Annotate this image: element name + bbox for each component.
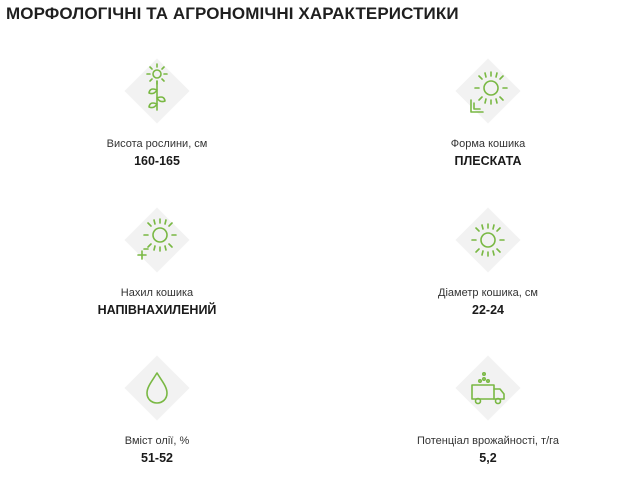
characteristic-label: Форма кошика xyxy=(450,138,526,150)
characteristic-value: 51-52 xyxy=(141,451,173,465)
characteristic-oil-content xyxy=(47,351,267,465)
characteristic-head-diameter xyxy=(378,203,598,317)
characteristic-plant-height xyxy=(47,54,267,168)
icon-container xyxy=(120,54,194,128)
characteristic-value: 160-165 xyxy=(134,154,180,168)
icon-container xyxy=(451,351,525,425)
sunflower-plant-icon xyxy=(120,54,194,128)
characteristic-label: Потенціал врожайності, т/га xyxy=(416,435,560,447)
characteristic-head-tilt xyxy=(47,203,267,317)
characteristic-label: Вміст олії, % xyxy=(124,435,190,447)
icon-container xyxy=(451,203,525,277)
head-diameter-icon xyxy=(451,203,525,277)
characteristic-value: 5,2 xyxy=(479,451,497,465)
truck-yield-icon xyxy=(451,351,525,425)
characteristic-value: 22-24 xyxy=(472,303,504,317)
characteristic-label: Висота рослини, см xyxy=(106,138,208,150)
icon-container xyxy=(120,351,194,425)
characteristic-label: Діаметр кошика, см xyxy=(438,287,538,299)
page-title: МОРФОЛОГІЧНІ ТА АГРОНОМІЧНІ ХАРАКТЕРИСТИКИ xyxy=(6,4,459,23)
characteristic-head-shape xyxy=(378,54,598,168)
characteristic-label: Нахил кошика xyxy=(120,287,194,299)
oil-drop-icon xyxy=(120,351,194,425)
icon-container xyxy=(120,203,194,277)
characteristic-value: НАПІВНАХИЛЕНИЙ xyxy=(97,303,217,317)
icon-container xyxy=(451,54,525,128)
flat-head-icon xyxy=(451,54,525,128)
characteristic-value: ПЛЕСКАТА xyxy=(454,154,522,168)
tilted-head-icon xyxy=(120,203,194,277)
characteristic-yield-potential xyxy=(378,351,598,465)
